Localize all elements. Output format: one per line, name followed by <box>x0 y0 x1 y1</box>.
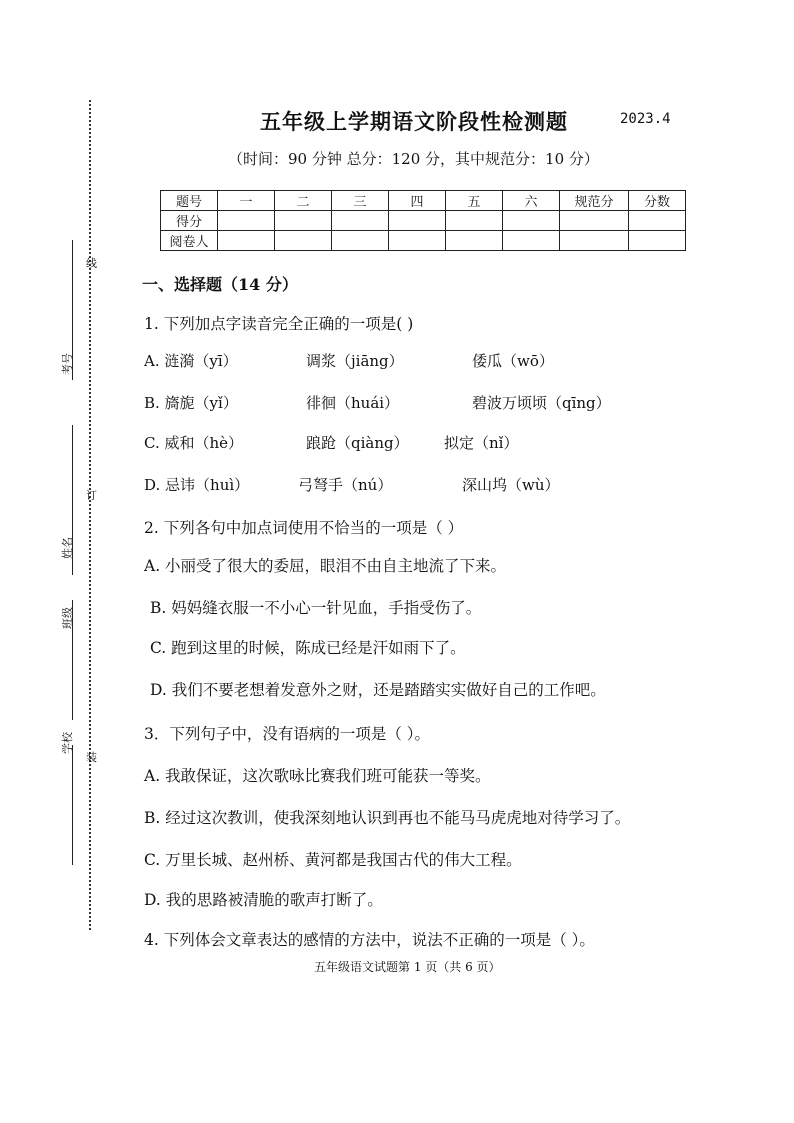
q3-option-c: C. 万里长城、赵州桥、黄河都是我国古代的伟大工程。 <box>144 851 522 869</box>
grader-cell[interactable] <box>275 231 332 251</box>
seal-char-zhuang: 装 <box>86 751 97 764</box>
q3-option-d: D. 我的思路被清脆的歌声打断了。 <box>144 891 383 909</box>
q1-option-b-3: 碧波万顷顷（qīng） <box>472 394 611 412</box>
score-table-row <box>161 231 686 251</box>
grader-cell[interactable] <box>503 231 560 251</box>
question-2-stem: 2. 下列各句中加点词使用不恰当的一项是（ ） <box>144 519 464 537</box>
header-cell: 分数 <box>629 191 686 211</box>
q1-option-c-1: C. 威和（hè） <box>144 434 244 452</box>
score-table-header-row <box>161 191 686 211</box>
header-cell: 三 <box>332 191 389 211</box>
q3-option-b: B. 经过这次教训，使我深刻地认识到再也不能马马虎虎地对待学习了。 <box>144 809 631 827</box>
q1-option-b-1: B. 旖旎（yǐ） <box>144 394 238 412</box>
score-cell[interactable] <box>560 211 629 231</box>
school-field-line[interactable] <box>72 745 73 865</box>
score-cell[interactable] <box>218 211 275 231</box>
grader-cell[interactable] <box>218 231 275 251</box>
q2-option-d: D. 我们不要老想着发意外之财，还是踏踏实实做好自己的工作吧。 <box>150 681 606 699</box>
header-cell: 二 <box>275 191 332 211</box>
header-cell: 五 <box>446 191 503 211</box>
field-label-school: 学校 <box>61 732 74 754</box>
section-title: 一、选择题（14 分） <box>142 275 298 294</box>
grader-cell[interactable] <box>446 231 503 251</box>
header-cell: 六 <box>503 191 560 211</box>
field-label-class: 班级 <box>61 607 74 629</box>
page-title: 五年级上学期语文阶段性检测题 <box>260 109 568 134</box>
q1-option-a-3: 倭瓜（wō） <box>472 352 554 370</box>
q2-option-b: B. 妈妈缝衣服一不小心一针见血，手指受伤了。 <box>150 599 482 617</box>
seal-char-ding: 订 <box>86 489 97 502</box>
page-footer: 五年级语文试题第 1 页（共 6 页） <box>314 960 501 974</box>
q1-option-d-2: 弓弩手（nú） <box>298 476 393 494</box>
q3-option-a: A. 我敢保证，这次歌咏比赛我们班可能获一等奖。 <box>144 767 491 785</box>
exam-date: 2023.4 <box>620 111 671 127</box>
row-label-grader: 阅卷人 <box>161 231 218 251</box>
score-table <box>160 190 686 251</box>
exam-info: （时间：90 分钟 总分：120 分，其中规范分：10 分） <box>228 150 599 168</box>
score-cell[interactable] <box>629 211 686 231</box>
header-cell: 一 <box>218 191 275 211</box>
q1-option-c-3: 拟定（nǐ） <box>444 434 519 452</box>
score-cell[interactable] <box>275 211 332 231</box>
grader-cell[interactable] <box>629 231 686 251</box>
question-1-stem: 1. 下列加点字读音完全正确的一项是( ) <box>144 315 414 333</box>
header-cell: 题号 <box>161 191 218 211</box>
question-3-stem: 3．下列句子中，没有语病的一项是（ ）。 <box>144 725 431 743</box>
score-table-row <box>161 211 686 231</box>
field-label-name: 姓名 <box>61 537 74 559</box>
question-4-stem: 4. 下列体会文章表达的感情的方法中，说法不正确的一项是（ ）。 <box>144 931 595 949</box>
q1-option-b-2: 徘徊（huái） <box>306 394 400 412</box>
grader-cell[interactable] <box>389 231 446 251</box>
q1-option-d-3: 深山坞（wù） <box>462 476 560 494</box>
q1-option-c-2: 踉跄（qiàng） <box>306 434 409 452</box>
binding-dotted-line <box>89 100 91 930</box>
q1-option-a-1: A. 涟漪（yī） <box>144 352 238 370</box>
score-cell[interactable] <box>446 211 503 231</box>
q2-option-a: A. 小丽受了很大的委屈，眼泪不由自主地流了下来。 <box>144 557 507 575</box>
score-cell[interactable] <box>389 211 446 231</box>
seal-char-xian: 线 <box>86 257 97 270</box>
binding-margin <box>0 0 100 940</box>
grader-cell[interactable] <box>332 231 389 251</box>
q2-option-c: C. 跑到这里的时候，陈成已经是汗如雨下了。 <box>150 639 466 657</box>
q1-option-a-2: 调浆（jiāng） <box>306 352 404 370</box>
field-label-exam-number: 考号 <box>61 353 74 375</box>
score-cell[interactable] <box>332 211 389 231</box>
grader-cell[interactable] <box>560 231 629 251</box>
q1-option-d-1: D. 忌讳（huì） <box>144 476 250 494</box>
row-label-score: 得分 <box>161 211 218 231</box>
header-cell: 四 <box>389 191 446 211</box>
header-cell: 规范分 <box>560 191 629 211</box>
score-cell[interactable] <box>503 211 560 231</box>
